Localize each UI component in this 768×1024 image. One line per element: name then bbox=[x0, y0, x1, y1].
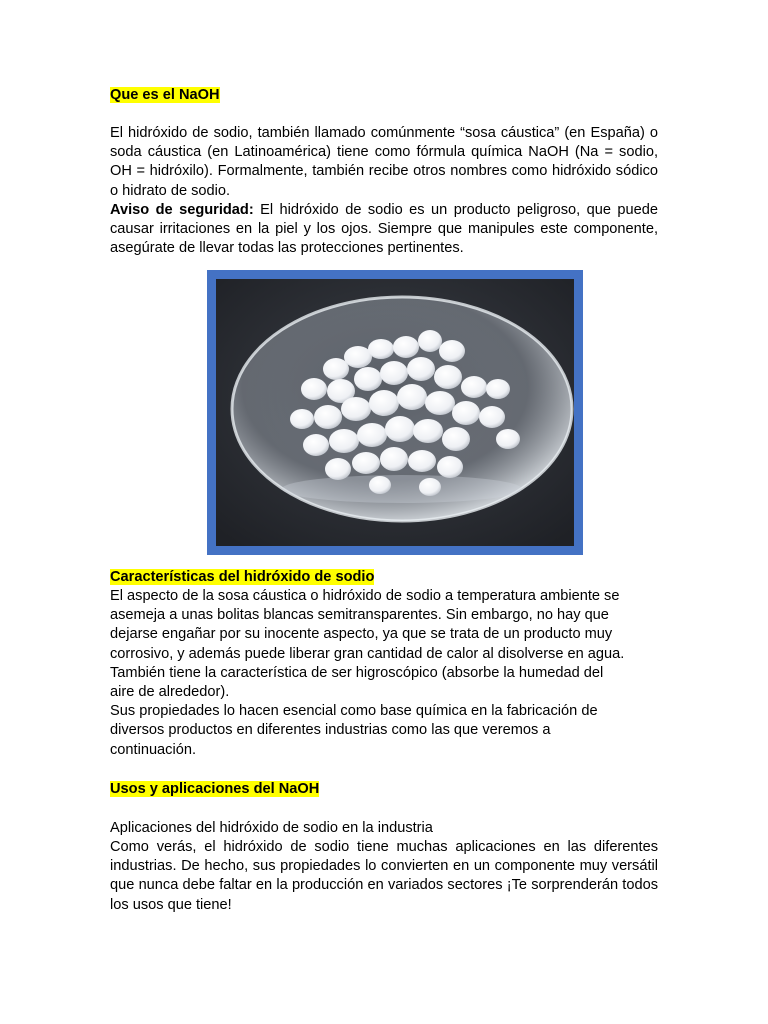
naoh-photo bbox=[207, 270, 583, 555]
naoh-pellets-image bbox=[216, 279, 574, 546]
aviso-label: Aviso de seguridad: bbox=[110, 202, 254, 218]
subtitle-aplicaciones: Aplicaciones del hidróxido de sodio en la industria bbox=[110, 820, 433, 836]
paragraph-usos: Como verás, el hidróxido de sodio tiene muchas aplicaciones en las diferentes industrias. De hecho, sus propiedades lo convierten en un componente muy versátil que nunca debe faltar en la producción en variados sectores ¡Te sorprenderán todos los usos que tiene! bbox=[110, 839, 658, 913]
heading-caracteristicas-text: Características del hidróxido de sodio bbox=[110, 569, 375, 585]
caracteristicas-line: corrosivo, y además puede liberar gran cantidad de calor al disolverse en agua. bbox=[110, 645, 625, 662]
aviso-text: El hidróxido de sodio es un producto peligroso, que puede causar irritaciones en la piel y los ojos. Siempre que manipules este componente, asegúrate de llevar todas las protecciones pertinentes. bbox=[110, 202, 658, 257]
paragraph-caracteristicas bbox=[110, 587, 658, 760]
glass-reflection bbox=[282, 475, 522, 503]
caracteristicas-line: Sus propiedades lo hacen esencial como base química en la fabricación de bbox=[110, 703, 598, 720]
caracteristicas-line: El aspecto de la sosa cáustica o hidróxido de sodio a temperatura ambiente se bbox=[110, 588, 620, 604]
heading-que-es bbox=[110, 86, 658, 105]
caracteristicas-line: aire de alrededor). bbox=[110, 684, 230, 701]
caracteristicas-line: continuación. bbox=[110, 741, 197, 758]
caracteristicas-line: asemeja a unas bolitas blancas semitransparentes. Sin embargo, no hay que bbox=[110, 607, 609, 624]
caracteristicas-line: dejarse engañar por su inocente aspecto, ya que se trata de un producto muy bbox=[110, 626, 613, 643]
heading-caracteristicas bbox=[110, 568, 658, 587]
caracteristicas-line: También tiene la característica de ser higroscópico (absorbe la humedad del bbox=[110, 664, 604, 681]
heading-que-es-text: Que es el NaOH bbox=[110, 87, 220, 103]
paragraph-definicion: El hidróxido de sodio, también llamado comúnmente “sosa cáustica” (en España) o soda cáustica (en Latinoamérica) tiene como fórmula química NaOH (Na = sodio, OH = hidróxilo). Formalmente, también recibe otros nombres como hidróxido sódico o hidrato de sodio. bbox=[110, 125, 658, 199]
caracteristicas-line: diversos productos en diferentes industrias como las que veremos a bbox=[110, 722, 551, 739]
heading-usos-text: Usos y aplicaciones del NaOH bbox=[110, 781, 320, 797]
paragraph-aviso bbox=[110, 201, 658, 259]
heading-usos bbox=[110, 780, 658, 799]
